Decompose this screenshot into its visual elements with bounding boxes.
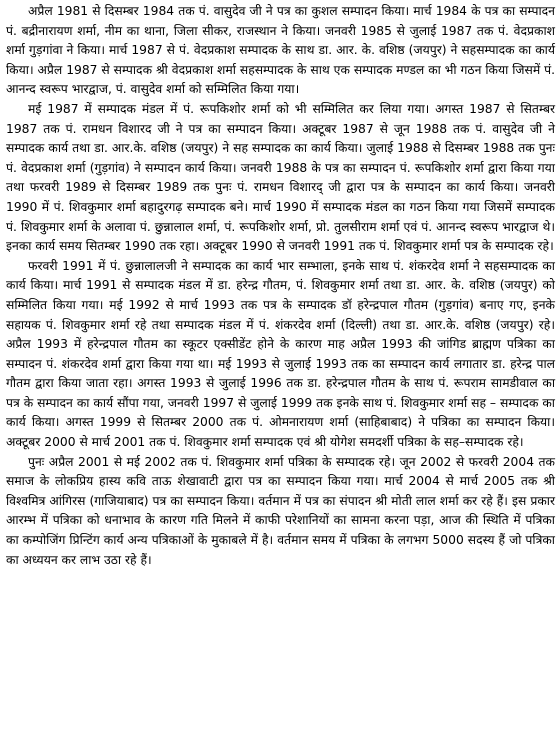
paragraph-1: अप्रैल 1981 से दिसम्बर 1984 तक पं. वासुदेव जी ने पत्र का कुशल सम्पादन किया। मार्च 1984 के पत्र का सम्पादन पं. बद्रीनारायण शर्मा, नीम का थाना, जिला सीकर, राजस्थान ने किया। जनवरी 1985 से जुलाई 1987 तक पं. वेदप्रकाश शर्मा गुड़गांवा ने किया। मार्च 1987 से पं. वेदप्रकाश सम्पादक के साथ डा. आर. के. वशिष्ठ (जयपुर) ने सहसम्पादक का कार्य किया। अप्रैल 1987 से सम्पादक श्री वेदप्रकाश शर्मा सहसम्पादक के साथ एक सम्पादक मण्डल का भी गठन किया जिसमें पं. आनन्द स्वरूप भारद्वाज, पं. वासुदेव शर्मा को सम्मिलित किया गया। [6,4,555,97]
paragraph-4: पुनः अप्रैल 2001 से मई 2002 तक पं. शिवकुमार शर्मा पत्रिका के सम्पादक रहे। जून 2002 से फरवरी 2004 तक समाज के लोकप्रिय हास्य कवि ताऊ शेखावाटी द्वारा पत्र का सम्पादन किया गया। मार्च 2004 से मार्च 2005 तक श्री विश्वमित्र आंगिरस (गाजियाबाद) पत्र का सम्पादन किया। वर्तमान में पत्र का संपादन श्री मोती लाल शर्मा कर रहे हैं। इस प्रकार आरम्भ में पत्रिका को धनाभाव के कारण गति मिलने में काफी परेशानियों का सामना करना पड़ा, आज की स्थिति में पत्रिका का कम्पोजिंग प्रिन्टिंग कार्य अन्य पत्रिकाओं के मुकाबले में है। वर्तमान समय में पत्रिका के लगभग 5000 सदस्य हैं जो पत्रिका का अध्ययन कर लाभ उठा रहे हैं। [6,454,555,567]
paragraph-3: फरवरी 1991 में पं. छुन्नालालजी ने सम्पादक का कार्य भार सम्भाला, इनके साथ पं. शंकरदेव शर्मा ने सहसम्पादक का कार्य किया। मार्च 1991 से सम्पादक मंडल में डा. हरेन्द्र गौतम, पं. शिवकुमार शर्मा तथा डा. आर. के. वशिष्ठ (जयपुर) को सम्मिलित किया गया। मई 1992 से मार्च 1993 तक पत्र के सम्पादक डॉ हरेन्द्रपाल गौतम (गुड़गांव) बनाए गए, इनके सहायक पं. शिवकुमार शर्मा रहे तथा सम्पादक मंडल में पं. शंकरदेव शर्मा (दिल्ली) तथा डा. आर.के. वशिष्ठ (जयपुर) रहे। अप्रैल 1993 में हरेन्द्रपाल गौतम का स्कूटर एक्सीडेंट होने के कारण माह अप्रैल 1993 की जांगिड ब्राह्मण पत्रिका का सम्पादन पं. शंकरदेव शर्मा द्वारा किया गया था। मई 1993 से जुलाई 1993 तक का सम्पादन कार्य लगातार डा. हरेन्द्र पाल गौतम द्वारा किया जाता रहा। अगस्त 1993 से जुलाई 1996 तक डा. हरेन्द्रपाल गौतम के साथ पं. रूपराम सामडीवाल का पत्र के सम्पादन का कार्य सौंपा गया, जनवरी 1997 से जुलाई 1999 तक इनके साथ पं. शिवकुमार शर्मा सह – सम्पादक का कार्य किया। अगस्त 1999 से सितम्बर 2000 तक पं. ओमनारायण शर्मा (साहिबाबाद) ने पत्रिका का सम्पादन किया। अक्टूबर 2000 से मार्च 2001 तक पं. शिवकुमार शर्मा सम्पादक एवं श्री योगेश समदर्शी पत्रिका के सह–सम्पादक रहे। [6,258,555,450]
paragraph-2: मई 1987 में सम्पादक मंडल में पं. रूपकिशोर शर्मा को भी सम्मिलित कर लिया गया। अगस्त 1987 से सितम्बर 1987 तक पं. रामधन विशारद जी ने पत्र का सम्पादन किया। अक्टूबर 1987 से जून 1988 तक पं. वासुदेव जी ने सम्पादक कार्य तथा डा. आर.के. वशिष्ठ (जयपुर) ने सह सम्पादक का कार्य किया। जुलाई 1988 से दिसम्बर 1988 तक पुनः पं. वेदप्रकाश शर्मा (गुड़गांव) ने सम्पादन कार्य किया। जनवरी 1988 के पत्र का सम्पादन पं. रूपकिशोर शर्मा द्वारा किया गया तथा फरवरी 1989 से दिसम्बर 1989 तक पुनः पं. रामधन विशारद् जी द्वारा पत्र के सम्पादन का कार्य किया। जनवरी 1990 में पं. शिवकुमार शर्मा बहादुरगढ़ सम्पादक बने। मार्च 1990 में सम्पादक मंडल का गठन किया गया जिसमें सम्पादक पं. शिवकुमार शर्मा के अलावा पं. छुन्नालाल शर्मा, पं. रूपकिशोर शर्मा, प्रो. तुलसीराम शर्मा एवं पं. आनन्द स्वरूप भारद्वाज थे। इनका कार्य समय सितम्बर 1990 तक रहा। अक्टूबर 1990 से जनवरी 1991 तक पं. शिवकुमार शर्मा पत्र के सम्पादक रहे। [6,101,555,254]
